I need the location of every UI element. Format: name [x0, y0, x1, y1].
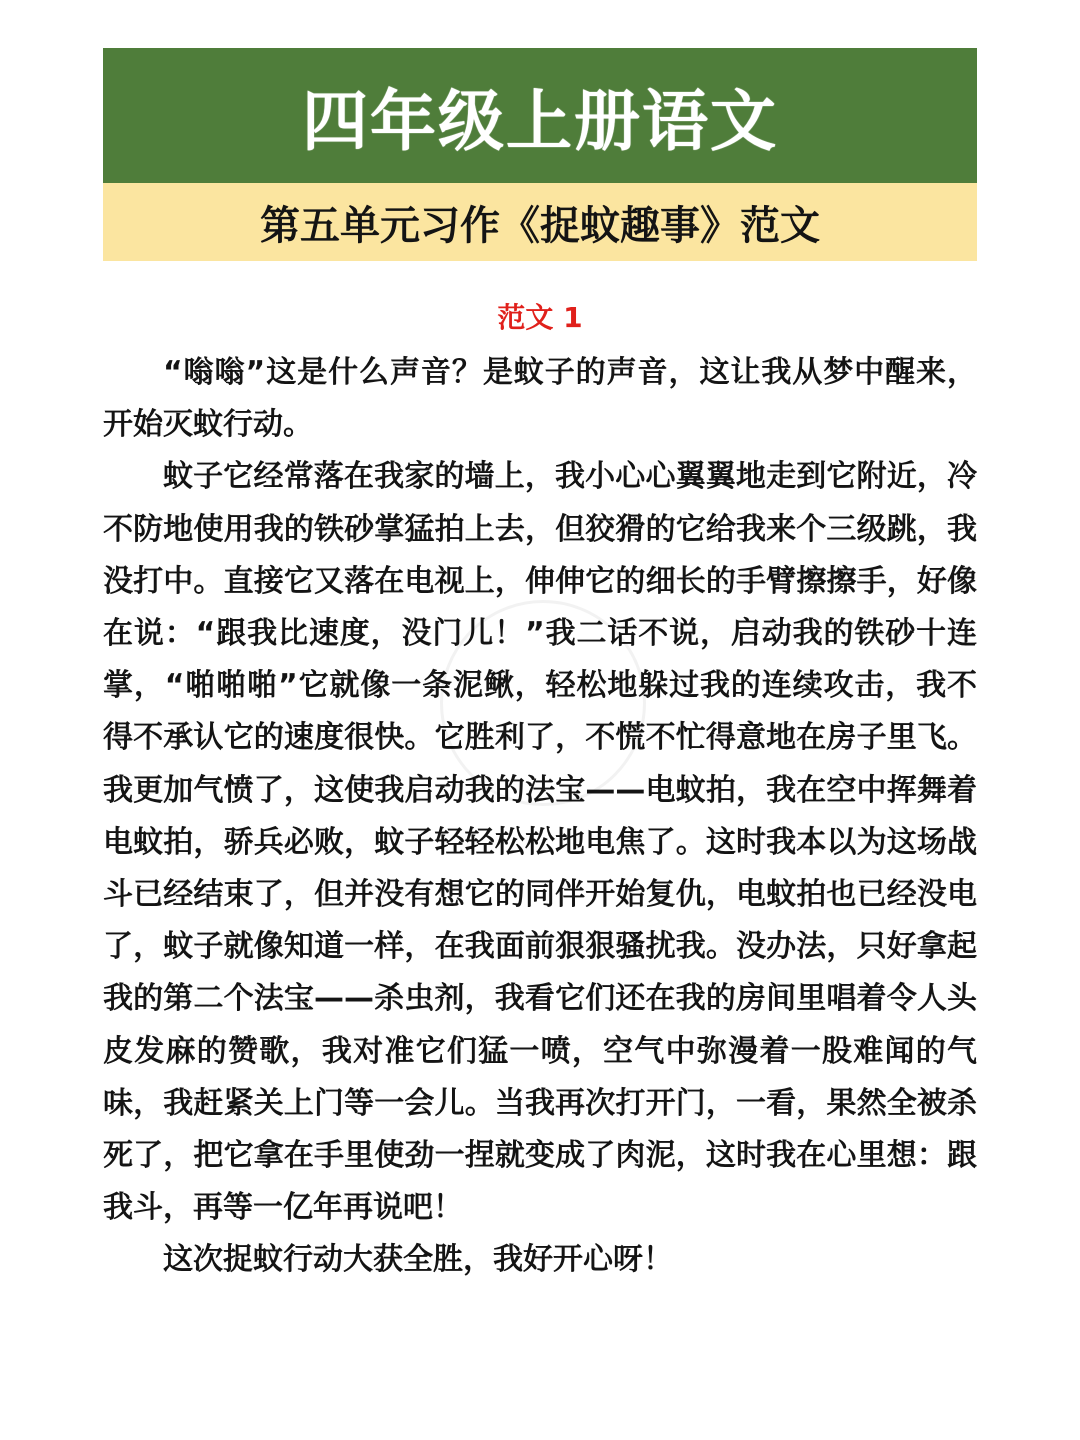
- essay-label: 范文 1: [497, 301, 583, 334]
- page-subtitle: 第五单元习作《捉蚊趣事》范文: [260, 202, 820, 249]
- essay-paragraph-2: 蚊子它经常落在我家的墙上，我小心心翼翼地走到它附近，冷不防地使用我的铁砂掌猛拍上去，但狡猾的它给我来个三级跳，我没打中。直接它又落在电视上，伸伸它的细长的手臂擦擦手，好像在说：“跟我比速度，没门儿！”我二话不说，启动我的铁砂十连掌，“啪啪啪”它就像一条泥鳅，轻松地躲过我的连续攻击，我不得不承认它的速度很快。它胜利了，不慌不忙得意地在房子里飞。我更加气愤了，这使我启动我的法宝——电蚊拍，我在空中挥舞着电蚊拍，骄兵必败，蚊子轻轻松松地电焦了。这时我本以为这场战斗已经结束了，但并没有想它的同伴开始复仇，电蚊拍也已经没电了，蚊子就像知道一样，在我面前狠狠骚扰我。没办法，只好拿起我的第二个法宝——杀虫剂，我看它们还在我的房间里唱着令人头皮发麻的赞歌，我对准它们猛一喷，空气中弥漫着一股难闻的气味，我赶紧关上门等一会儿。当我再次打开门，一看，果然全被杀死了，把它拿在手里使劲一捏就变成了肉泥，这时我在心里想：跟我斗，再等一亿年再说吧！: [103, 459, 977, 1226]
- essay-paragraph-3: 这次捉蚊行动大获全胜，我好开心呀！: [163, 1242, 673, 1278]
- essay-paragraph-1: “嗡嗡”这是什么声音？是蚊子的声音，这让我从梦中醒来，开始灭蚊行动。: [103, 355, 977, 443]
- essay-body: [103, 347, 977, 1287]
- subtitle-banner: [103, 183, 977, 261]
- page-title: 四年级上册语文: [302, 83, 778, 160]
- title-banner: [103, 48, 977, 183]
